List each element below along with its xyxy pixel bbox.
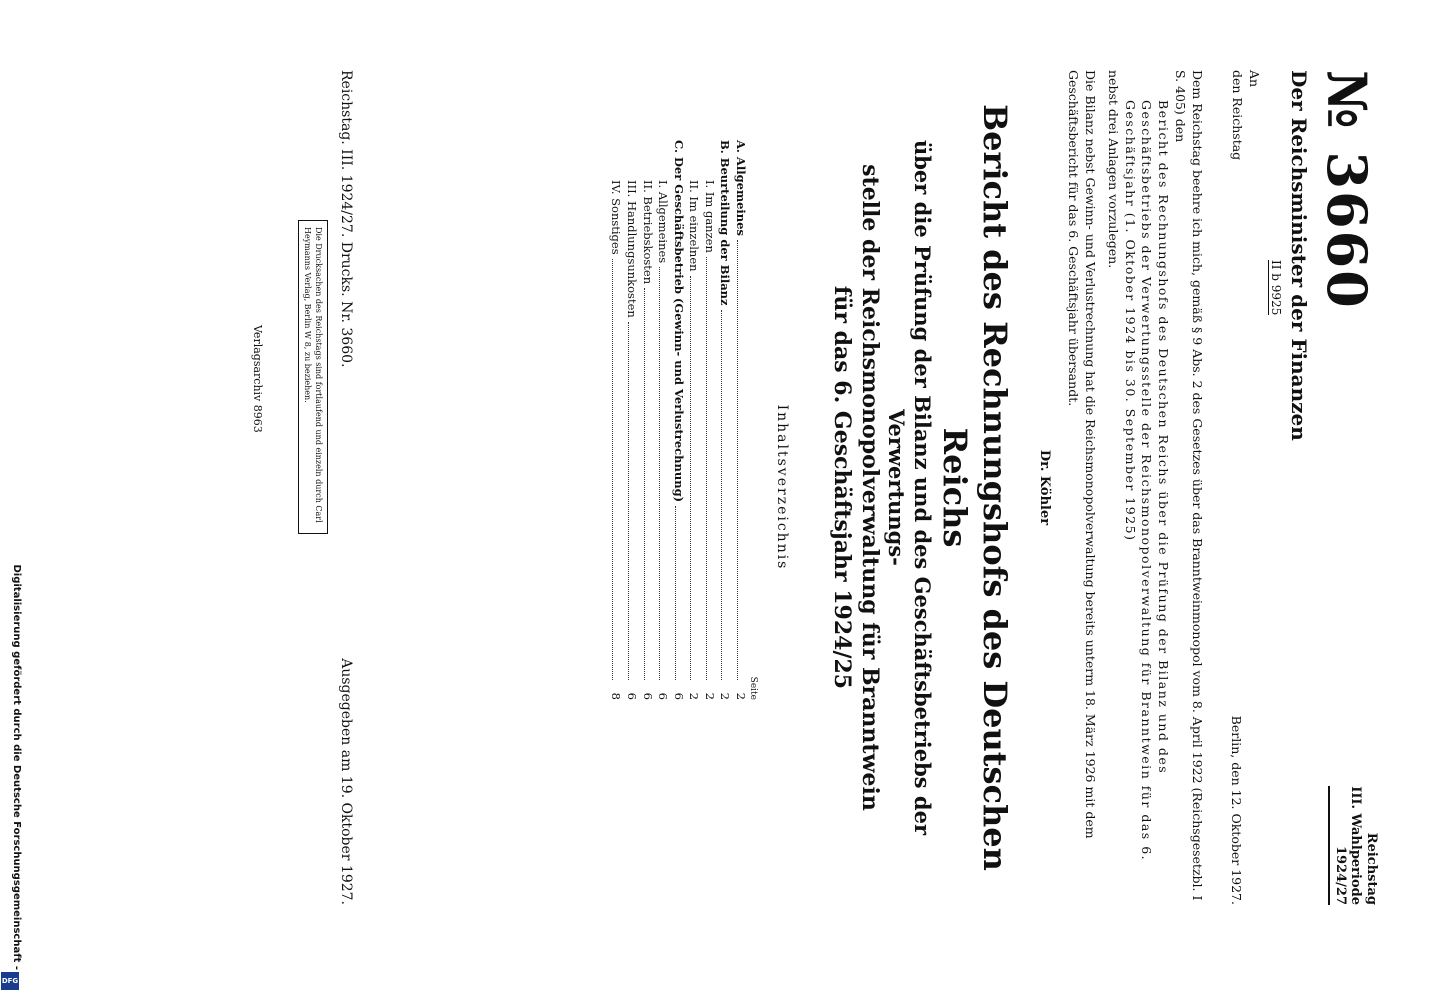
toc-leader-dots (675, 506, 676, 680)
toc-page-label: Seite (747, 676, 758, 700)
toc-leader-dots (706, 257, 707, 680)
reference-number: II b 9925 (1269, 260, 1283, 316)
report-title (828, 70, 1016, 905)
toc-entry-label: C. Der Geschäftsbetrieb (Gewinn- und Verlustrechnung) (671, 140, 686, 503)
parliament-block (1328, 786, 1379, 905)
signature: Dr. Köhler (1037, 449, 1053, 526)
title-line-1: Bericht des Rechnungshofs des Deutschen Reichs (936, 104, 1015, 871)
letter-paragraph-4: Die Bilanz nebst Gewinn- und Verlustrechnung hat die Reichsmonopolverwaltung bereits unterm 18. März 1926 mit dem Geschäftsbericht für das 6. Geschäftsjahr übersandt. (1066, 70, 1098, 839)
toc-entry-label: II. Im einzelnen (687, 180, 702, 272)
toc-entry-page: 8 (609, 692, 624, 700)
title-line-4: für das 6. Geschäftsjahr 1924/25 (829, 285, 856, 690)
document-content (608, 70, 1379, 905)
digitization-sidebar (0, 0, 22, 1000)
parliament-period: III. Wahlperiode (1348, 786, 1364, 905)
toc-entry-label: A. Allgemeines (733, 140, 748, 236)
toc-entry-page: 2 (733, 692, 748, 700)
footer-line (338, 70, 354, 905)
toc-entry (701, 140, 717, 700)
toc-entry-label: III. Handlungsunkosten (625, 180, 640, 318)
toc-entry (686, 140, 702, 700)
archive-number: Verlagsarchiv 8963 (251, 325, 264, 433)
sender: Der Reichsminister der Finanzen (1287, 70, 1311, 441)
toc-entry-label: II. Betriebskosten (640, 180, 655, 285)
address-row (1227, 70, 1262, 905)
toc-entry (717, 140, 733, 700)
toc-leader-dots (628, 322, 629, 680)
title-line-3: stelle der Reichsmonopolverwaltung für Branntwein (856, 164, 883, 811)
toc-entry (670, 140, 686, 700)
toc-entry-page: 6 (656, 692, 671, 700)
toc-entry-page: 6 (640, 692, 655, 700)
toc-entry-label: B. Beurteilung der Bilanz (718, 140, 733, 306)
document-number: № 3660 (1315, 70, 1379, 310)
funding-notice: Digitalisierung gefördert durch die Deutsche Forschungsgemeinschaft - (11, 564, 22, 970)
publisher-notice: Die Drucksachen des Reichstags sind fortlaufend und einzeln durch Carl Heymanns Verlag, Berlin W 8, zu beziehen. (298, 220, 328, 534)
letter-paragraph-2: Bericht des Rechnungshofs des Deutschen Reichs über die Prüfung der Bilanz und des Geschäftsbetriebs der Verwertungsstelle der Reichsmonopolverwaltung für Branntwein für das 6. Geschäftsjahr (1. Oktober 1924 bis 30. September 1925) (1122, 100, 1172, 862)
header-row (1315, 70, 1379, 905)
toc-leader-dots (690, 276, 691, 680)
toc-leader-dots (721, 310, 722, 680)
letter-paragraph-3: nebst drei Anlagen vorzulegen. (1105, 70, 1121, 269)
parliament-name: Reichstag (1364, 832, 1379, 905)
toc-entry-page: 6 (625, 692, 640, 700)
toc-entry-label: I. Im ganzen (702, 180, 717, 253)
toc-entry-page: 2 (718, 692, 733, 700)
place-date: Berlin, den 12. Oktober 1927. (1229, 715, 1244, 905)
toc-entry-label: IV. Sonstiges (609, 180, 624, 255)
toc-entry-label: I. Allgemeines (656, 180, 671, 264)
letter-paragraph-1: Dem Reichstag beehre ich mich, gemäß § 9 Abs. 2 des Gesetzes über das Branntweinmonopol vom 8. April 1922 (Reichsgesetzbl. I S. 405) den (1173, 70, 1206, 901)
recipient-line-1: An (1247, 70, 1262, 88)
recipient (1228, 70, 1262, 160)
toc-entry (639, 140, 655, 700)
issue-date: Ausgegeben am 19. Oktober 1927. (338, 658, 354, 905)
letter-body (1064, 70, 1205, 905)
toc-leader-dots (737, 240, 738, 680)
toc-entry-page: 6 (671, 692, 686, 700)
toc-leader-dots (659, 267, 660, 680)
print-info: Reichstag. III. 1924/27. Drucks. Nr. 3660. (338, 70, 354, 368)
toc-leader-dots (613, 259, 614, 680)
dfg-logo: DFG (1, 972, 19, 990)
table-of-contents (608, 140, 748, 700)
title-line-2: über die Prüfung der Bilanz und des Geschäftsbetriebs der Verwertungs- (883, 139, 936, 836)
toc-entry-page: 2 (687, 692, 702, 700)
toc-leader-dots (644, 288, 645, 680)
recipient-line-2: den Reichstag (1230, 70, 1246, 161)
toc-entry (655, 140, 671, 700)
toc-heading: Inhaltsverzeichnis (773, 404, 790, 571)
parliament-years: 1924/27 (1328, 786, 1348, 905)
toc-entry-page: 2 (702, 692, 717, 700)
toc-entry (608, 140, 624, 700)
toc-entry (624, 140, 640, 700)
footer (251, 70, 354, 905)
toc-entry (732, 140, 748, 700)
